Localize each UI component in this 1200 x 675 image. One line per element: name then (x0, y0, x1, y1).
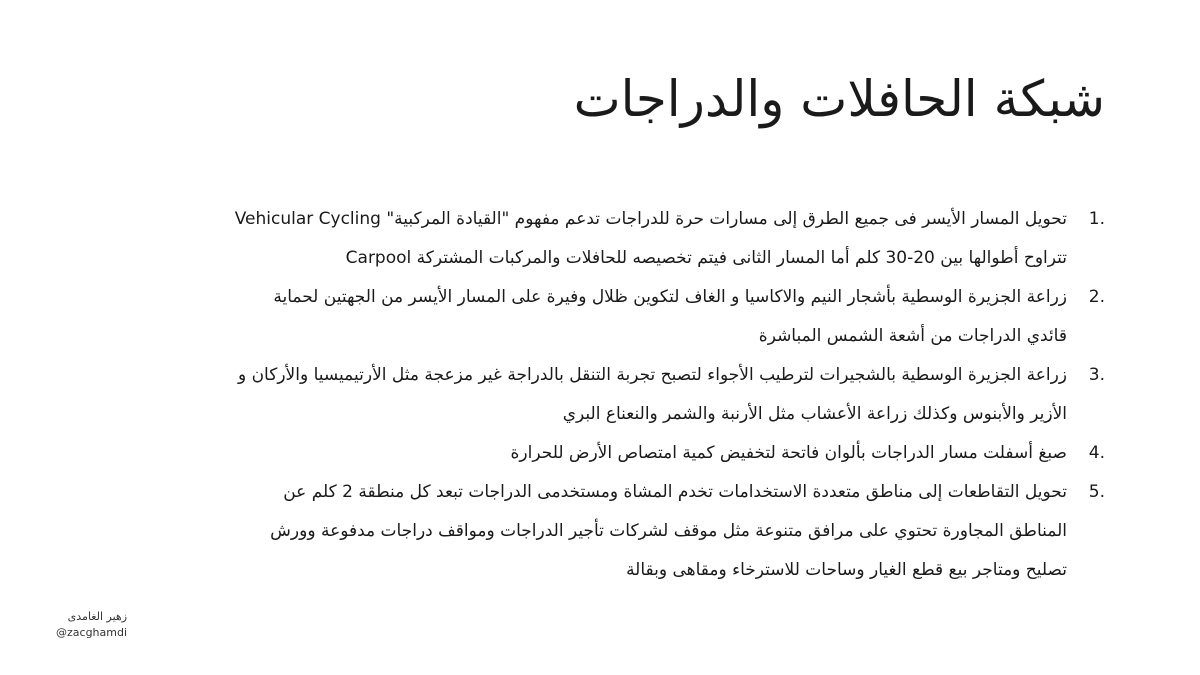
list-item-line: زراعة الجزيرة الوسطية بأشجار النيم والاكاسيا و الغاف لتكوين ظلال وفيرة على المسار الأيسر من الجهتين لحماية (273, 287, 1067, 307)
list-item-line: تحويل المسار الأيسر فى جميع الطرق إلى مسارات حرة للدراجات تدعم مفهوم "القيادة المركبية" Vehicular Cycling (234, 209, 1067, 229)
author-handle: @zacghamdi (56, 626, 128, 639)
list-item-number: 5. (1088, 482, 1105, 502)
list-item-number: 4. (1088, 443, 1105, 463)
list-item-text (105, 473, 1067, 590)
list-item-text (105, 356, 1067, 434)
list-item-line: صبغ أسفلت مسار الدراجات بألوان فاتحة لتخفيض كمية امتصاص الأرض للحرارة (510, 443, 1067, 463)
list-item-number: 3. (1088, 365, 1105, 385)
list-item (105, 200, 1105, 278)
list-item-line: تتراوح أطوالها بين 20-30 كلم أما المسار الثانى فيتم تخصيصه للحافلات والمركبات المشتركة Carpool (345, 248, 1067, 268)
list-item-number: 1. (1088, 209, 1105, 229)
list-item (105, 278, 1105, 356)
slide-title: شبكة الحافلات والدراجات (573, 70, 1105, 128)
list-item-line: الأزير والأبنوس وكذلك زراعة الأعشاب مثل الأرنبة والشمر والنعناع البري (562, 404, 1067, 424)
list-item-line: زراعة الجزيرة الوسطية بالشجيرات لترطيب الأجواء لتصبح تجربة التنقل بالدراجة غير مزعجة مثل الأرتيميسيا والأركان و (237, 365, 1067, 385)
list-item-line: المناطق المجاورة تحتوي على مرافق متنوعة مثل موقف لشركات تأجير الدراجات ومواقف دراجات مدفوعة وورش (270, 521, 1067, 541)
list-item-text (105, 434, 1067, 473)
list-item (105, 434, 1105, 473)
list-item (105, 356, 1105, 434)
list-item-line: تحويل التقاطعات إلى مناطق متعددة الاستخدامات تخدم المشاة ومستخدمى الدراجات تبعد كل منطقة 2 كلم عن (283, 482, 1067, 502)
author-credit (56, 609, 127, 641)
list-item-number: 2. (1088, 287, 1105, 307)
bullet-list (105, 200, 1105, 590)
list-item (105, 473, 1105, 590)
list-item-line: تصليح ومتاجر بيع قطع الغيار وساحات للاسترخاء ومقاهى وبقالة (626, 560, 1067, 580)
author-name: زهير الغامدى (67, 610, 128, 623)
list-item-text (105, 278, 1067, 356)
list-item-line: قائدي الدراجات من أشعة الشمس المباشرة (758, 326, 1067, 346)
list-item-text (105, 200, 1067, 278)
